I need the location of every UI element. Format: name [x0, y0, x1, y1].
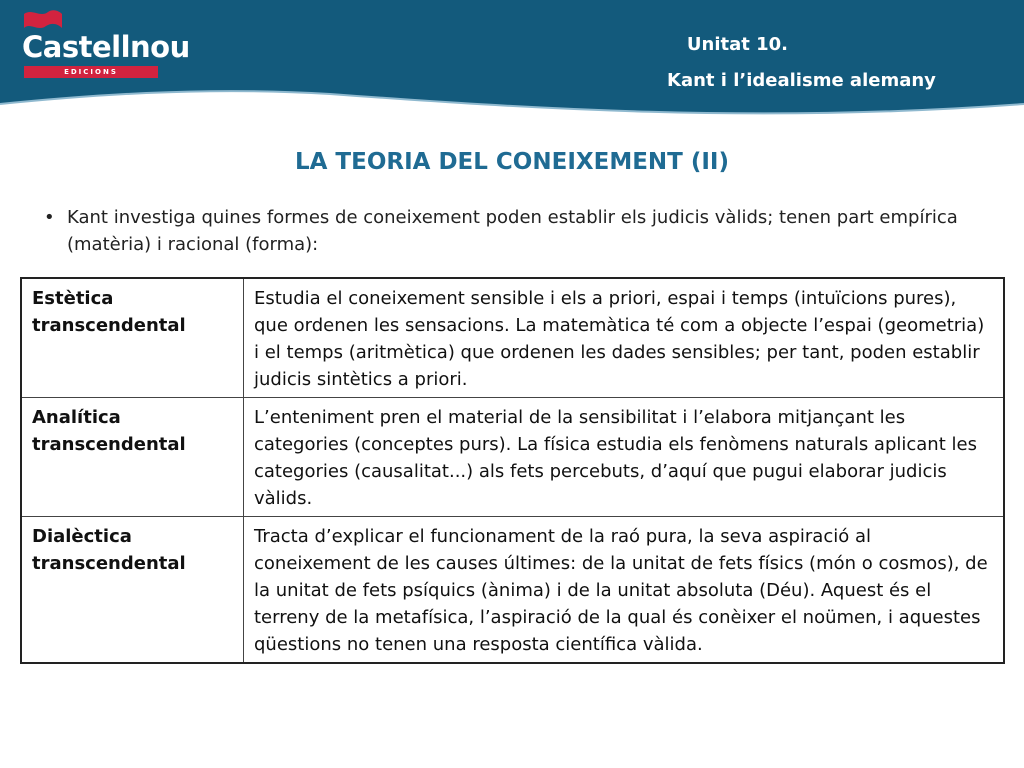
table-row [21, 517, 1004, 664]
bullet-text: Kant investiga quines formes de coneixement poden establir els judicis vàlids; tenen part empírica (matèria) i racional (forma): [67, 207, 958, 255]
row-term: Dialèctica transcendental [21, 517, 244, 664]
row-description: Tracta d’explicar el funcionament de la raó pura, la seva aspiració al coneixement de les causes últimes: de la unitat de fets físics (món o cosmos), de la unitat de fets psíquics (ànima) i de la unitat absoluta (Déu). Aquest és el terreny de la metafísica, l’aspiració de la qual és conèixer el noümen, i aquestes qüestions no tenen una resposta científica vàlida. [244, 517, 1005, 664]
header-band [0, 0, 1024, 118]
publisher-tag: EDICIONS [24, 66, 158, 78]
row-description: L’enteniment pren el material de la sensibilitat i l’elabora mitjançant les categories (conceptes purs). La física estudia els fenòmens naturals aplicant les categories (causalitat...) als fets percebuts, d’aquí que pugui elaborar judicis vàlids. [244, 398, 1005, 517]
row-term: Analítica transcendental [21, 398, 244, 517]
unit-label: Unitat 10. [686, 34, 788, 55]
bullet-marker: • [44, 207, 55, 228]
row-description: Estudia el coneixement sensible i els a priori, espai i temps (intuïcions pures), que ordenen les sensacions. La matemàtica té com a objecte l’espai (geometria) i el temps (aritmètica) que ordenen les dades sensibles; per tant, poden establir judicis sintètics a priori. [244, 278, 1005, 398]
slide-title: LA TEORIA DEL CONEIXEMENT (II) [294, 149, 730, 175]
table-row [21, 278, 1004, 398]
row-term: Estètica transcendental [21, 278, 244, 398]
knowledge-table [20, 277, 1005, 664]
unit-title: Kant i l’idealisme alemany [667, 70, 936, 91]
publisher-name: Castellnou [22, 30, 190, 64]
publisher-logo [22, 8, 190, 80]
table-row [21, 398, 1004, 517]
